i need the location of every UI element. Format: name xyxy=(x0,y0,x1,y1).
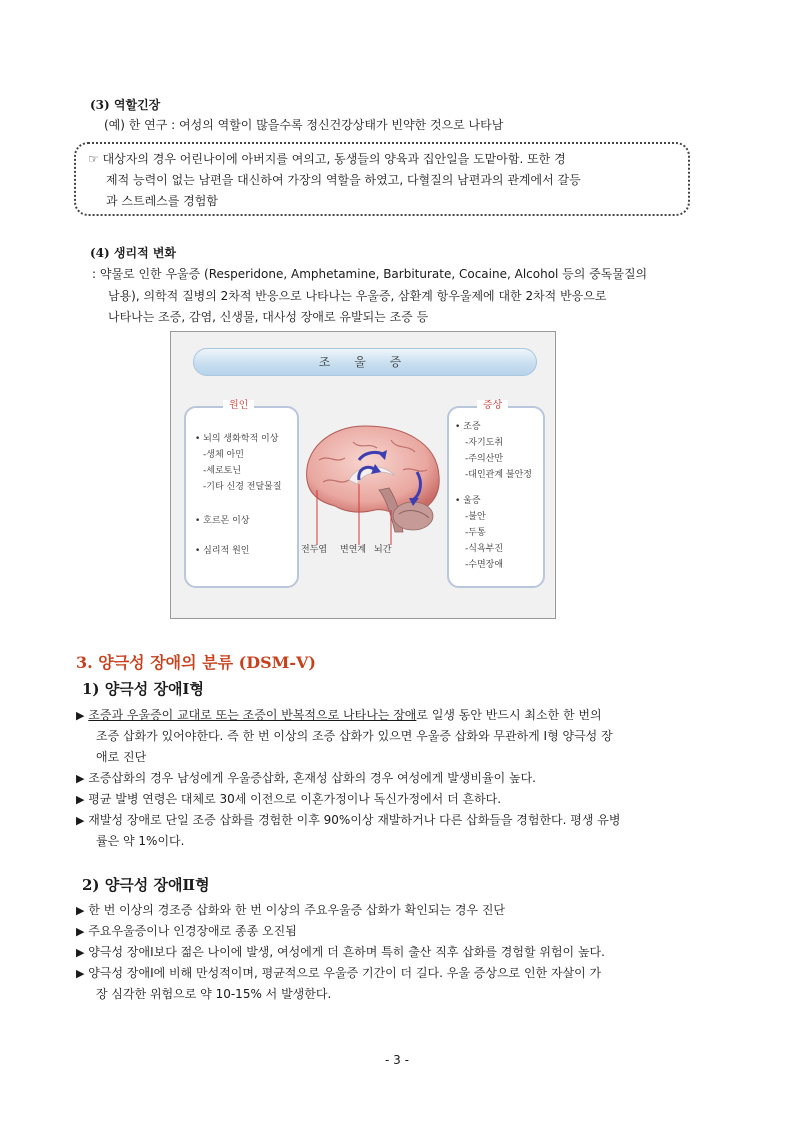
type1-heading: 1) 양극성 장애Ⅰ형 xyxy=(82,680,204,698)
cause-item: • 심리적 원인 xyxy=(195,546,250,556)
cause-item: -세로토닌 xyxy=(203,466,242,476)
symptom-item: -두통 xyxy=(465,528,486,538)
bullet-arrow-icon: ▶ xyxy=(76,793,85,806)
cause-item: -기타 신경 전달물질 xyxy=(203,482,282,492)
text-run: 로 일생 동안 반드시 최소한 한 번의 xyxy=(416,708,602,722)
bullet-arrow-icon: ▶ xyxy=(76,925,85,938)
physiological-text-line: : 약물로 인한 우울증 (Resperidone, Amphetamine, Barbiturate, Cocaine, Alcohol 등의 중독물질의 xyxy=(92,267,648,281)
symptom-item: • 조증 xyxy=(455,422,481,432)
physiological-text-line: 남용), 의학적 질병의 2차적 반응으로 나타나는 우울증, 삼환계 항우울제에 대한 2차적 반응으로 xyxy=(108,289,607,303)
symptom-item: -불안 xyxy=(465,512,486,522)
bullet-arrow-icon: ▶ xyxy=(76,946,85,959)
type2-bullet-4-cont: 장 심각한 위험으로 약 10-15% 서 발생한다. xyxy=(96,987,332,1001)
type2-heading: 2) 양극성 장애Ⅱ형 xyxy=(82,876,210,894)
type1-bullet-4-cont: 률은 약 1%이다. xyxy=(96,834,185,848)
type2-bullet-2 xyxy=(76,921,297,942)
physiological-text-line: 나타나는 조증, 감염, 신생물, 대사성 장애로 유발되는 조증 등 xyxy=(108,310,429,324)
symptom-label: 증상 xyxy=(477,400,508,412)
type1-bullet-1 xyxy=(76,705,602,726)
subsection-heading-role-strain: (3) 역할긴장 xyxy=(90,98,161,112)
symptom-item: -대인관계 불안정 xyxy=(465,470,532,480)
text-run: 재발성 장애로 단일 조증 삽화를 경험한 이후 90%이상 재발하거나 다른 삽화들을 경험한다. 평생 유병 xyxy=(88,813,621,827)
brain-label-limbic: 변연계 xyxy=(340,545,367,555)
type1-bullet-1-cont: 애로 진단 xyxy=(96,750,147,764)
symptom-item: -자기도취 xyxy=(465,438,504,448)
symptom-item: -수면장애 xyxy=(465,560,504,570)
brain-label-frontal: 전두엽 xyxy=(301,545,328,555)
case-note-line: 과 스트레스를 경험함 xyxy=(106,194,218,208)
subsection-heading-physiological: (4) 생리적 변화 xyxy=(90,246,177,260)
underlined-definition: 조증과 우울증이 교대로 또는 조증이 반복적으로 나타나는 장애 xyxy=(88,708,417,722)
bipolar-figure xyxy=(170,331,556,619)
type2-bullet-1 xyxy=(76,900,505,921)
case-note-line: 제적 능력이 없는 남편을 대신하여 가장의 역할을 하였고, 다혈질의 남편과의 관계에서 갈등 xyxy=(106,173,581,187)
cause-item: -생체 아민 xyxy=(203,450,244,460)
symptom-item: -식욕부진 xyxy=(465,544,504,554)
role-strain-example: (예) 한 연구 : 여성의 역할이 많을수록 정신건강상태가 빈약한 것으로 나타남 xyxy=(104,118,504,132)
symptom-item: • 울증 xyxy=(455,496,481,506)
page-number: - 3 - xyxy=(385,1053,409,1067)
bullet-arrow-icon: ▶ xyxy=(76,709,85,722)
type1-bullet-2 xyxy=(76,768,536,789)
text-run: 평균 발병 연령은 대체로 30세 이전으로 이혼가정이나 독신가정에서 더 흔하다. xyxy=(88,792,502,806)
section-heading: 3. 양극성 장애의 분류 (DSM-Ⅴ) xyxy=(76,653,316,672)
bullet-arrow-icon: ▶ xyxy=(76,904,85,917)
figure-title: 조 울 증 xyxy=(193,348,537,376)
text-run: 한 번 이상의 경조증 삽화와 한 번 이상의 주요우울증 삽화가 확인되는 경우 진단 xyxy=(88,903,506,917)
type1-bullet-1-cont: 조증 삽화가 있어야한다. 즉 한 번 이상의 조증 삽화가 있으면 우울증 삽화와 무관하게 Ⅰ형 양극성 장 xyxy=(96,729,613,743)
cause-label: 원인 xyxy=(223,400,254,412)
text-run: 주요우울증이나 인경장애로 종종 오진됨 xyxy=(88,924,297,938)
bullet-arrow-icon: ▶ xyxy=(76,772,85,785)
text-run: 양극성 장애Ⅰ에 비해 만성적이며, 평균적으로 우울증 기간이 더 길다. 우울 증상으로 인한 자살이 가 xyxy=(88,966,602,980)
bullet-arrow-icon: ▶ xyxy=(76,967,85,980)
case-note-line: ☞ 대상자의 경우 어린나이에 아버지를 여의고, 동생들의 양육과 집안일을 도맡아함. 또한 경 xyxy=(88,152,566,166)
type1-bullet-4 xyxy=(76,810,620,831)
cause-item: • 호르몬 이상 xyxy=(195,516,250,526)
brain-illustration xyxy=(299,420,449,550)
type1-bullet-3 xyxy=(76,789,501,810)
text-run: 양극성 장애Ⅰ보다 젊은 나이에 발생, 여성에게 더 흔하며 특히 출산 직후 삽화를 경험할 위험이 높다. xyxy=(88,945,605,959)
type2-bullet-3 xyxy=(76,942,605,963)
type2-bullet-4 xyxy=(76,963,601,984)
bullet-arrow-icon: ▶ xyxy=(76,814,85,827)
cause-item: • 뇌의 생화학적 이상 xyxy=(195,434,279,444)
brain-label-brainstem: 뇌간 xyxy=(374,545,392,555)
symptom-item: -주의산만 xyxy=(465,454,504,464)
text-run: 조증삽화의 경우 남성에게 우울증삽화, 혼재성 삽화의 경우 여성에게 발생비율이 높다. xyxy=(88,771,536,785)
